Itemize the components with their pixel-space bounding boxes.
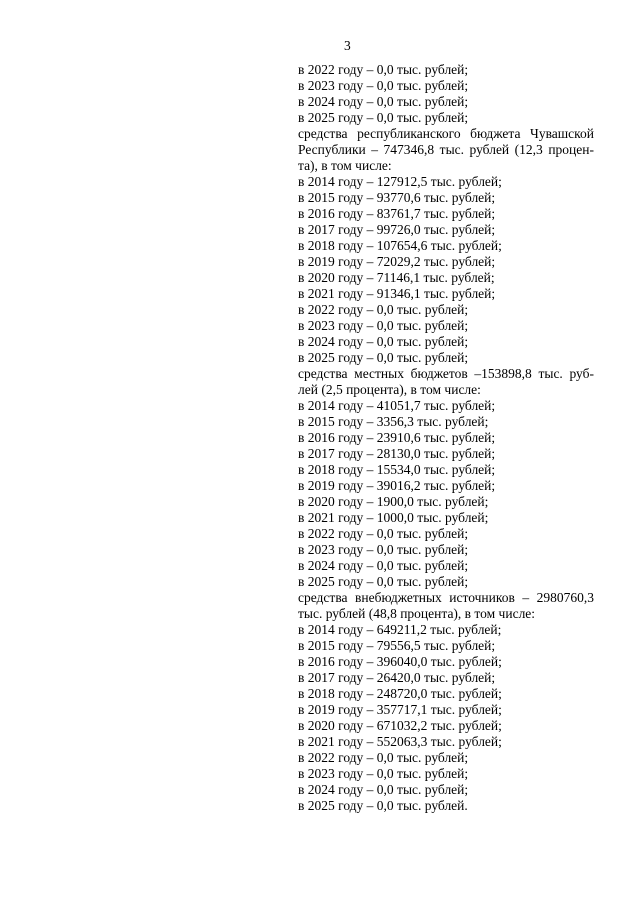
year-line: в 2021 году – 552063,3 тыс. рублей; [298, 734, 502, 749]
republic-budget-paragraph: средства республиканского бюджета Чувашской Республики – 747346,8 тыс. рублей (12,3 процен-та), в том числе: [298, 126, 594, 173]
page-number: 3 [344, 38, 351, 53]
year-line: в 2014 году – 41051,7 тыс. рублей; [298, 398, 496, 413]
year-line: в 2024 году – 0,0 тыс. рублей; [298, 94, 469, 109]
local-budget-paragraph: средства местных бюджетов –153898,8 тыс. руб-лей (2,5 процента), в том числе: [298, 366, 594, 397]
year-line: в 2019 году – 39016,2 тыс. рублей; [298, 478, 496, 493]
year-line: в 2023 году – 0,0 тыс. рублей; [298, 318, 469, 333]
year-line: в 2025 году – 0,0 тыс. рублей. [298, 798, 468, 813]
year-line: в 2015 году – 3356,3 тыс. рублей; [298, 414, 489, 429]
year-line: в 2022 году – 0,0 тыс. рублей; [298, 750, 469, 765]
year-line: в 2024 году – 0,0 тыс. рублей; [298, 558, 469, 573]
year-line: в 2020 году – 71146,1 тыс. рублей; [298, 270, 495, 285]
year-line: в 2021 году – 91346,1 тыс. рублей; [298, 286, 496, 301]
year-line: в 2015 году – 79556,5 тыс. рублей; [298, 638, 496, 653]
year-line: в 2023 году – 0,0 тыс. рублей; [298, 78, 469, 93]
year-line: в 2023 году – 0,0 тыс. рублей; [298, 766, 469, 781]
republic-budget-years [298, 174, 594, 366]
year-line: в 2022 году – 0,0 тыс. рублей; [298, 526, 469, 541]
year-line: в 2025 году – 0,0 тыс. рублей; [298, 350, 469, 365]
year-line: в 2020 году – 1900,0 тыс. рублей; [298, 494, 489, 509]
year-line: в 2018 году – 15534,0 тыс. рублей; [298, 462, 496, 477]
year-line: в 2016 году – 396040,0 тыс. рублей; [298, 654, 502, 669]
extrabudgetary-paragraph: средства внебюджетных источников – 2980760,3 тыс. рублей (48,8 процента), в том числе: [298, 590, 594, 621]
document-body [298, 62, 594, 814]
year-line: в 2017 году – 26420,0 тыс. рублей; [298, 670, 496, 685]
year-line: в 2022 году – 0,0 тыс. рублей; [298, 302, 469, 317]
year-line: в 2017 году – 28130,0 тыс. рублей; [298, 446, 496, 461]
year-line: в 2025 году – 0,0 тыс. рублей; [298, 110, 469, 125]
year-line: в 2019 году – 72029,2 тыс. рублей; [298, 254, 496, 269]
year-line: в 2014 году – 649211,2 тыс. рублей; [298, 622, 502, 637]
year-line: в 2014 году – 127912,5 тыс. рублей; [298, 174, 502, 189]
year-line: в 2016 году – 23910,6 тыс. рублей; [298, 430, 496, 445]
year-line: в 2017 году – 99726,0 тыс. рублей; [298, 222, 496, 237]
year-line: в 2020 году – 671032,2 тыс. рублей; [298, 718, 502, 733]
year-line: в 2022 году – 0,0 тыс. рублей; [298, 62, 469, 77]
year-line: в 2021 году – 1000,0 тыс. рублей; [298, 510, 489, 525]
extrabudgetary-years [298, 622, 594, 814]
year-line: в 2015 году – 93770,6 тыс. рублей; [298, 190, 496, 205]
year-line: в 2018 году – 248720,0 тыс. рублей; [298, 686, 502, 701]
year-line: в 2025 году – 0,0 тыс. рублей; [298, 574, 469, 589]
funding-block-previous [298, 62, 594, 126]
year-line: в 2023 году – 0,0 тыс. рублей; [298, 542, 469, 557]
year-line: в 2019 году – 357717,1 тыс. рублей; [298, 702, 502, 717]
year-line: в 2024 году – 0,0 тыс. рублей; [298, 782, 469, 797]
local-budget-years [298, 398, 594, 590]
year-line: в 2018 году – 107654,6 тыс. рублей; [298, 238, 502, 253]
year-line: в 2016 году – 83761,7 тыс. рублей; [298, 206, 496, 221]
year-line: в 2024 году – 0,0 тыс. рублей; [298, 334, 469, 349]
